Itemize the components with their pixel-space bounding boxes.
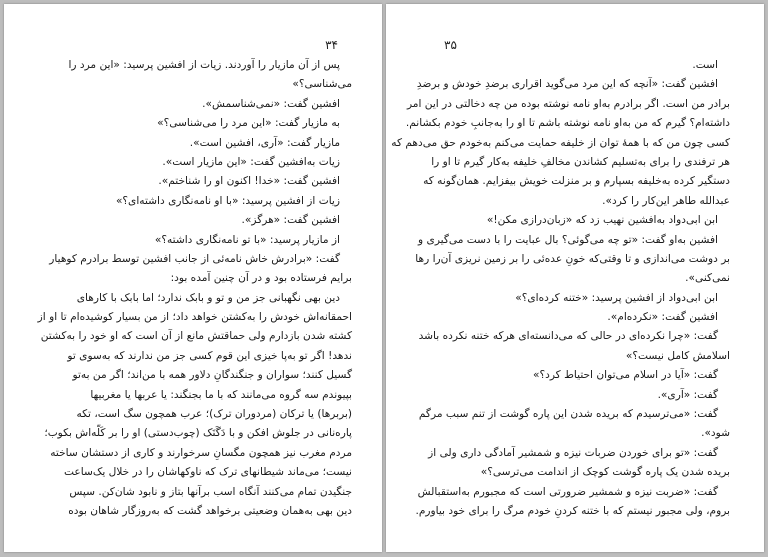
text-line: احمقانه‌اش خودش را به‌کشتن خواهد داد؛ از من بسیار کوشیده‌ام تا او از [37, 311, 352, 324]
text-line: بر دوشت می‌اندازی و تا وقتی‌که خونِ عده‌ئی را بر زمین نریزی آن‌را رها [415, 252, 730, 265]
text-line: بپیوندم سه گروه می‌مانند که با ما بجنگند: یا عربها یا مغربیها [90, 388, 352, 401]
text-line: به مازیار گفت: «این مرد را می‌شناسی؟» [157, 117, 340, 130]
text-line: بروم، ولی مجبور نیستم که با ختنه کردنِ خودم مرگ را برای خود بیاورم. [415, 504, 730, 517]
text-line: ابن ابی‌دواد از افشین پرسید: «ختنه کرده‌ای؟» [515, 291, 718, 304]
text-line: پس از آن مازیار را آوردند. زیات از افشین پرسید: «این مرد را [68, 59, 340, 71]
text-line: نمی‌کنی». [685, 272, 730, 285]
text-line: گفت: «تو برای خوردن ضربات نیزه و شمشیر آمادگی داری ولی از [428, 446, 718, 459]
left-page-text [36, 56, 352, 521]
text-line: افشین گفت: «نمی‌شناسمش». [202, 97, 340, 110]
text-line: زیات از افشین پرسید: «با او نامه‌نگاری داشته‌ای؟» [115, 194, 340, 207]
text-line: (بربرها) یا ترکان (مردوران ترک)؛ عرب همچون سگ است، تکه [76, 408, 352, 421]
text-line: نیست؛ می‌ماند شیطانهای ترک که ناوکهاشان را در خلال یک‌ساعت [64, 466, 352, 479]
text-line: ابن ابی‌دواد به‌افشین نهیب زد که «زبان‌درازی مکن!» [486, 214, 718, 227]
text-line: افشین گفت: «نکرده‌ام». [607, 311, 718, 324]
text-line: گفت: «برادرش خاش نامه‌ئی از جانب افشین توسط برادرم کوهیار [49, 252, 340, 265]
text-line: افشین گفت: «خدا! اکنون او را شناختم». [158, 175, 340, 188]
text-line: گفت: «چرا نکرده‌ای در حالی که می‌دانسته‌ای هرکه ختنه نکرده باشد [418, 330, 718, 343]
text-line: داشته‌ام؟ گیرم که من به‌او نامه نوشته باشم تا او را به‌جانبِ خودم بکشانم. [405, 117, 730, 130]
text-line: پاره‌نانی در جلوش افکن و با دَگَنَک (چوب‌دستی) او را بر کَلّه‌اش بکوب؛ [44, 427, 352, 440]
text-line: کسی چون من که با همهٔ توان از خلیفه حمایت می‌کنم به‌خودم حق می‌دهم که [391, 136, 730, 149]
text-line: مازیار گفت: «آری، افشین است». [189, 136, 340, 149]
right-page [386, 4, 764, 552]
text-line: بریده شدن یک پاره گوشت کوچک از اندامت می‌ترسی؟» [480, 466, 730, 479]
text-line: شود». [701, 427, 730, 440]
text-line: می‌شناسی؟» [292, 78, 352, 91]
left-page-number: ۳۴ [325, 38, 338, 52]
text-line: اسلامش کامل نیست؟» [625, 349, 730, 362]
text-line: دین بهی به‌همان وضعیتی برخواهد گشت که به‌روزگار شاهان بوده [68, 504, 352, 517]
text-line: گفت: «می‌ترسیدم که بریده شدن این پاره گوشت از تنم سبب مرگم [418, 408, 718, 421]
text-line: ندهد! اگر تو به‌پا خیزی این قوم کسی جز من ندارند که به‌سوی تو [67, 349, 352, 362]
right-page-number: ۳۵ [444, 38, 457, 52]
text-line: است. [692, 59, 718, 71]
right-page-text [391, 56, 730, 521]
text-line: گفت: «آیا در اسلام می‌توان احتیاط کرد؟» [533, 369, 718, 382]
text-line: برایم فرستاده بود و در آن چنین آمده بود: [170, 272, 352, 285]
text-line: مردم مغرب نیز همچون مگسانِ سرخوارند و کاری از دستشان ساخته [50, 446, 352, 459]
left-page [4, 4, 382, 552]
text-line: برادر من است. اگر برادرم به‌او نامه نوشته بوده من چه دخالتی در این امر [406, 97, 730, 110]
text-line: عبدالله طاهر این‌کار را کرد». [602, 194, 730, 207]
text-line: زیات به‌افشین گفت: «این مازیار است». [162, 155, 340, 168]
text-line: گفت: «ضربت نیزه و شمشیر ضرورتی است که مجبورم به‌استقبالش [417, 485, 718, 498]
text-line: از مازیار پرسید: «با تو نامه‌نگاری داشته؟» [154, 233, 340, 246]
text-line: افشین به‌او گفت: «تو چه می‌گوئی؟ بال عبایت را با دست می‌گیری و [418, 233, 718, 246]
text-line: دستگیر کرده به‌خلیفه بسپارم و بر منزلت خویش بیفزایم. همان‌گونه که [423, 175, 730, 188]
text-line: افشین گفت: «هرگز». [241, 214, 340, 227]
text-line: گفت: «آری». [657, 388, 718, 401]
text-line: دین بهی نگهبانی جز من و تو و بابک ندارد؛ اما بابک با کارهای [76, 291, 340, 304]
text-line: هر ترفندی را برای به‌تسلیم کشاندن مخالفِ خلیفه به‌کار گیرم تا او را [431, 155, 730, 168]
text-line: گسیل کنند؛ سواران و جنگندگانِ دلاور همه با من‌اند؛ اگر من به‌تو [72, 369, 352, 382]
text-line: افشین گفت: «آنچه که این مرد می‌گوید اقراری برضدِ خودش و برضدِ [416, 78, 718, 91]
text-line: جنگیدن تمام می‌کنند آنگاه اسب برآنها بتاز و نابود شان‌کن. سپس [69, 485, 352, 498]
text-line: کشته شدن بازدارم ولی حماقتش مانع از آن است که او خود را به‌کشتن [40, 330, 352, 343]
